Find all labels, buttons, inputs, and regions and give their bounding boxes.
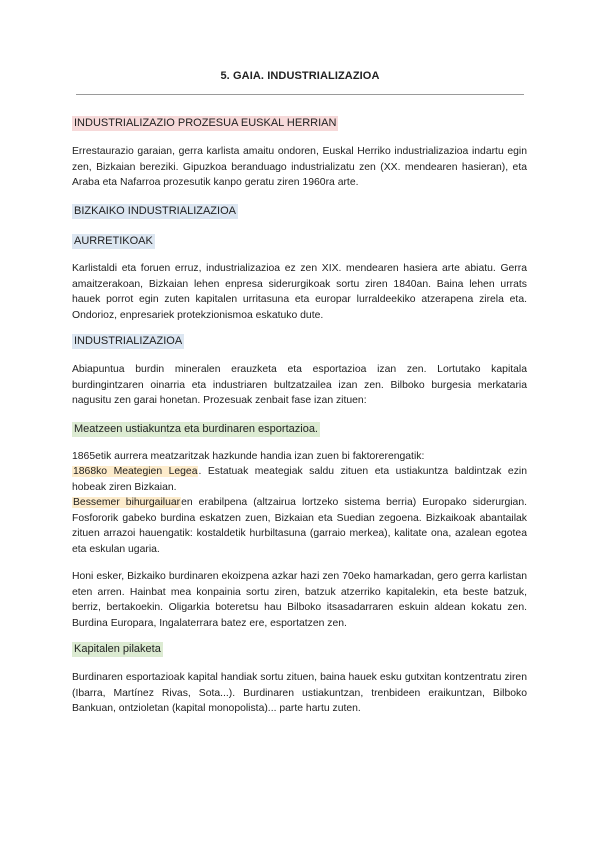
text-meategien-legea-rest: . Estatuak meategiak saldu zituen eta ustiakuntza baldintzak ezin hobeak ziren Bizkaian. [72,466,527,493]
paragraph-prozesua: Errestaurazio garaian, gerra karlista amaitu ondoren, Euskal Herriko industrializazioa indartu egin zen, Bizkaian bereziki. Gipuzkoa beranduago industrializatu zen (XX. mendearen hasieran), eta Araba eta Nafarroa prozesutik kanpo geratu ziren 1960ra arte. [72,146,527,188]
section-heading-prozesua: INDUSTRIALIZAZIO PROZESUA EUSKAL HERRIAN [74,117,337,129]
page-title: 5. GAIA. INDUSTRIALIZAZIOA [220,70,380,82]
text-bessemer-rest: en erabilpena (altzairua lortzeko sistema berria) Europako siderurgian. Fosfororik gabeko burdina eskatzen zuen, Bizkaian eta Suedian zegoena. Bizkaikoak abantailak zituen arrazoi hauengatik: kostaldetik hurbiltasuna (garraio merkea), kalitate ona, azalean egotea eta eskulan ugaria. [72,497,527,555]
section-heading-kapitalen-pilaketa: Kapitalen pilaketa [74,643,161,655]
section-heading-meatzeen: Meatzeen ustiakuntza eta burdinaren esportazioa. [74,423,318,435]
highlight-bessemer: Bessemer bihurgailuar [73,497,181,508]
paragraph-ekoizpena: Honi esker, Bizkaiko burdinaren ekoizpena azkar hazi zen 70eko hamarkadan, gero gerra karlistan eten arren. Hainbat mea konpainia sortu ziren, batzuk atzerriko kapitalekin, eta beste batzuk, berriz, bertakoekin. Oligarkia boteretsu hau Bilboko itsasadarraren eskuin aldean kokatu zen. Burdina Europara, Ingalaterrara batez ere, esportatzen zen. [72,571,527,629]
highlight-meategien-legea: 1868ko Meategien Legea [73,466,198,477]
paragraph-meatzeen-intro: 1865etik aurrera meatzaritzak hazkunde handia izan zuen bi faktorerengatik: [72,451,425,462]
section-heading-aurretikoak: AURRETIKOAK [74,235,153,247]
paragraph-kapitalen-pilaketa: Burdinaren esportazioak kapital handiak sortu zituen, baina hauek esku gutxitan kontzentratu ziren (Ibarra, Martínez Rivas, Sota...). Burdinaren ustiakuntzan, trenbideen eraikuntzan, Bilboko Bankuan, ontzioletan (kapital monopolista)... parte hartu zuten. [72,672,527,714]
paragraph-bessemer [72,495,527,557]
section-heading-industrializazioa: INDUSTRIALIZAZIOA [74,335,183,347]
title-divider [76,94,524,95]
paragraph-aurretikoak: Karlistaldi eta foruen erruz, industrializazioa ez zen XIX. mendearen hasiera arte abiatu. Gerra amaitzerakoan, Bizkaian lehen enpresa siderurgikoak sortu ziren 1840an. Baina lehen urrats hauek porrot egin zuten kapitalen urritasuna eta europar lurraldeekiko atzerapena zirela eta. Ondorioz, enpresariek protekzionismoa eskatuko dute. [72,263,527,321]
paragraph-meategien-legea [72,464,527,495]
section-heading-bizkaiko: BIZKAIKO INDUSTRIALIZAZIOA [74,205,236,217]
paragraph-industrializazioa: Abiapuntua burdin mineralen erauzketa eta esportazioa izan zen. Lortutako kapitala burdingintzaren oinarria eta industriaren bultzatzailea izan zen. Bilboko burgesia merkataria nagusitu zen garai honetan. Prozesuak zenbait fase izan zituen: [72,364,527,406]
